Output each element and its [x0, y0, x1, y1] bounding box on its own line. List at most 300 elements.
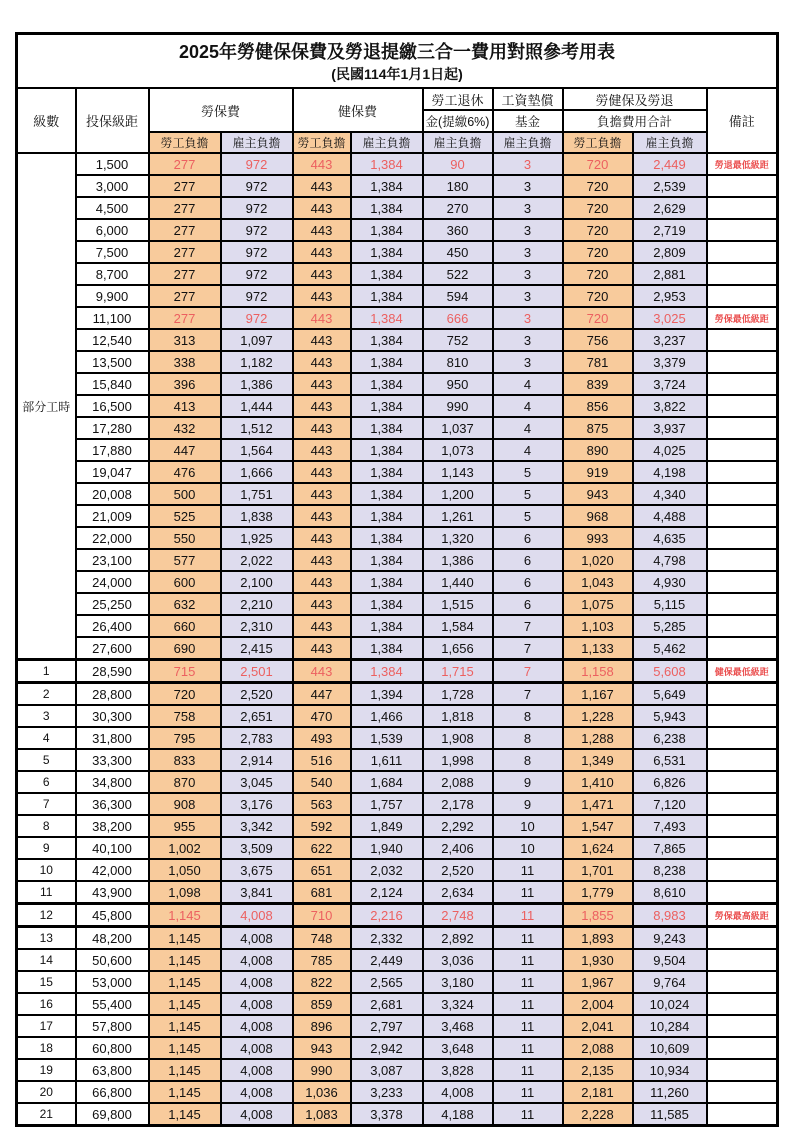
bracket-cell: 17,880 [76, 439, 149, 461]
value-cell: 1,701 [563, 859, 633, 881]
value-cell: 1,200 [423, 483, 493, 505]
table-row [17, 815, 778, 837]
table-row [17, 705, 778, 727]
table-row [17, 571, 778, 593]
remark-cell [707, 1037, 778, 1059]
value-cell: 1,838 [221, 505, 293, 527]
table-row [17, 197, 778, 219]
value-cell: 833 [149, 749, 221, 771]
value-cell: 4 [493, 373, 563, 395]
header-wage-fund-line2: 基金 [493, 110, 563, 132]
value-cell: 1,818 [423, 705, 493, 727]
table-row [17, 727, 778, 749]
value-cell: 3,180 [423, 971, 493, 993]
value-cell: 1,145 [149, 1015, 221, 1037]
value-cell: 1,757 [351, 793, 423, 815]
value-cell: 5,943 [633, 705, 707, 727]
table-row [17, 793, 778, 815]
table-row [17, 637, 778, 660]
value-cell: 3,724 [633, 373, 707, 395]
value-cell: 1,386 [423, 549, 493, 571]
value-cell: 1,073 [423, 439, 493, 461]
remark-cell [707, 881, 778, 904]
level-cell: 1 [17, 660, 76, 683]
value-cell: 5 [493, 483, 563, 505]
remark-cell [707, 285, 778, 307]
value-cell: 3 [493, 241, 563, 263]
value-cell: 6 [493, 527, 563, 549]
value-cell: 1,940 [351, 837, 423, 859]
remark-cell: 勞保最低級距 [707, 307, 778, 329]
value-cell: 3 [493, 285, 563, 307]
value-cell: 2,332 [351, 927, 423, 950]
value-cell: 1,564 [221, 439, 293, 461]
bracket-cell: 9,900 [76, 285, 149, 307]
value-cell: 1,584 [423, 615, 493, 637]
header-fund-employer-burden: 雇主負擔 [493, 132, 563, 153]
remark-cell [707, 329, 778, 351]
bracket-cell: 1,500 [76, 153, 149, 175]
value-cell: 6 [493, 593, 563, 615]
value-cell: 1,384 [351, 285, 423, 307]
remark-cell [707, 683, 778, 706]
value-cell: 8,238 [633, 859, 707, 881]
value-cell: 919 [563, 461, 633, 483]
value-cell: 4,635 [633, 527, 707, 549]
value-cell: 2,041 [563, 1015, 633, 1037]
value-cell: 5,649 [633, 683, 707, 706]
value-cell: 476 [149, 461, 221, 483]
value-cell: 1,083 [293, 1103, 351, 1126]
value-cell: 1,158 [563, 660, 633, 683]
bracket-cell: 57,800 [76, 1015, 149, 1037]
value-cell: 6,238 [633, 727, 707, 749]
value-cell: 10 [493, 815, 563, 837]
value-cell: 748 [293, 927, 351, 950]
value-cell: 1,036 [293, 1081, 351, 1103]
value-cell: 2,135 [563, 1059, 633, 1081]
remark-cell [707, 417, 778, 439]
value-cell: 972 [221, 307, 293, 329]
bracket-cell: 34,800 [76, 771, 149, 793]
value-cell: 447 [149, 439, 221, 461]
value-cell: 810 [423, 351, 493, 373]
value-cell: 1,998 [423, 749, 493, 771]
level-cell: 13 [17, 927, 76, 950]
value-cell: 8 [493, 705, 563, 727]
page-subtitle: (民國114年1月1日起) [331, 65, 463, 82]
remark-cell [707, 1015, 778, 1037]
value-cell: 7 [493, 637, 563, 660]
value-cell: 2,629 [633, 197, 707, 219]
table-title-cell [17, 34, 778, 89]
value-cell: 443 [293, 505, 351, 527]
page-title: 2025年勞健保保費及勞退提繳三合一費用對照參考用表 [179, 42, 616, 63]
table-row [17, 749, 778, 771]
value-cell: 990 [293, 1059, 351, 1081]
value-cell: 5 [493, 461, 563, 483]
bracket-cell: 8,700 [76, 263, 149, 285]
value-cell: 277 [149, 285, 221, 307]
value-cell: 9 [493, 793, 563, 815]
value-cell: 1,145 [149, 1081, 221, 1103]
value-cell: 7 [493, 683, 563, 706]
header-total-employee-burden: 勞工負擔 [563, 132, 633, 153]
bracket-cell: 38,200 [76, 815, 149, 837]
value-cell: 720 [563, 285, 633, 307]
value-cell: 447 [293, 683, 351, 706]
header-li-employee-burden: 勞工負擔 [149, 132, 221, 153]
remark-cell [707, 637, 778, 660]
value-cell: 993 [563, 527, 633, 549]
value-cell: 2,520 [423, 859, 493, 881]
value-cell: 8 [493, 749, 563, 771]
value-cell: 4 [493, 417, 563, 439]
value-cell: 1,182 [221, 351, 293, 373]
value-cell: 632 [149, 593, 221, 615]
level-cell: 7 [17, 793, 76, 815]
header-pension-line1: 勞工退休 [423, 88, 493, 110]
remark-cell [707, 549, 778, 571]
table-row [17, 395, 778, 417]
value-cell: 493 [293, 727, 351, 749]
value-cell: 8 [493, 727, 563, 749]
value-cell: 1,384 [351, 637, 423, 660]
table-row [17, 1059, 778, 1081]
table-row [17, 1081, 778, 1103]
value-cell: 3 [493, 197, 563, 219]
remark-cell [707, 263, 778, 285]
value-cell: 2,228 [563, 1103, 633, 1126]
header-total-line2: 負擔費用合計 [563, 110, 707, 132]
value-cell: 3,233 [351, 1081, 423, 1103]
value-cell: 11 [493, 859, 563, 881]
table-row [17, 483, 778, 505]
value-cell: 9 [493, 771, 563, 793]
header-pension-line2: 金(提繳6%) [423, 110, 493, 132]
bracket-cell: 69,800 [76, 1103, 149, 1126]
remark-cell [707, 483, 778, 505]
value-cell: 1,037 [423, 417, 493, 439]
header-remark: 備註 [707, 88, 778, 153]
value-cell: 277 [149, 197, 221, 219]
value-cell: 1,098 [149, 881, 221, 904]
value-cell: 10,284 [633, 1015, 707, 1037]
value-cell: 839 [563, 373, 633, 395]
value-cell: 720 [563, 219, 633, 241]
value-cell: 443 [293, 593, 351, 615]
value-cell: 11 [493, 971, 563, 993]
value-cell: 9,764 [633, 971, 707, 993]
value-cell: 443 [293, 615, 351, 637]
value-cell: 715 [149, 660, 221, 683]
value-cell: 1,849 [351, 815, 423, 837]
value-cell: 2,719 [633, 219, 707, 241]
value-cell: 4,008 [221, 1081, 293, 1103]
value-cell: 277 [149, 241, 221, 263]
bracket-cell: 31,800 [76, 727, 149, 749]
remark-cell [707, 571, 778, 593]
value-cell: 660 [149, 615, 221, 637]
value-cell: 577 [149, 549, 221, 571]
value-cell: 540 [293, 771, 351, 793]
value-cell: 1,043 [563, 571, 633, 593]
value-cell: 1,384 [351, 660, 423, 683]
value-cell: 720 [563, 197, 633, 219]
value-cell: 3,378 [351, 1103, 423, 1126]
header-total-employer-burden: 雇主負擔 [633, 132, 707, 153]
remark-cell [707, 749, 778, 771]
remark-cell [707, 395, 778, 417]
premium-reference-table [15, 32, 779, 1127]
remark-cell [707, 1081, 778, 1103]
value-cell: 1,394 [351, 683, 423, 706]
level-cell: 10 [17, 859, 76, 881]
bracket-cell: 53,000 [76, 971, 149, 993]
value-cell: 908 [149, 793, 221, 815]
level-group-part-time: 部分工時 [17, 153, 76, 660]
value-cell: 6 [493, 549, 563, 571]
value-cell: 972 [221, 219, 293, 241]
table-row [17, 971, 778, 993]
table-row [17, 461, 778, 483]
level-cell: 8 [17, 815, 76, 837]
value-cell: 4,008 [423, 1081, 493, 1103]
value-cell: 972 [221, 175, 293, 197]
value-cell: 875 [563, 417, 633, 439]
value-cell: 2,310 [221, 615, 293, 637]
remark-cell: 勞退最低級距 [707, 153, 778, 175]
value-cell: 443 [293, 263, 351, 285]
value-cell: 3,937 [633, 417, 707, 439]
value-cell: 277 [149, 219, 221, 241]
value-cell: 1,384 [351, 351, 423, 373]
value-cell: 2,634 [423, 881, 493, 904]
value-cell: 2,181 [563, 1081, 633, 1103]
remark-cell [707, 175, 778, 197]
value-cell: 1,384 [351, 615, 423, 637]
value-cell: 7,493 [633, 815, 707, 837]
remark-cell [707, 859, 778, 881]
value-cell: 1,728 [423, 683, 493, 706]
table-row [17, 1015, 778, 1037]
value-cell: 1,444 [221, 395, 293, 417]
value-cell: 968 [563, 505, 633, 527]
value-cell: 1,145 [149, 1037, 221, 1059]
table-row [17, 241, 778, 263]
value-cell: 270 [423, 197, 493, 219]
value-cell: 3,468 [423, 1015, 493, 1037]
table-row [17, 373, 778, 395]
value-cell: 11 [493, 949, 563, 971]
value-cell: 443 [293, 549, 351, 571]
bracket-cell: 6,000 [76, 219, 149, 241]
value-cell: 470 [293, 705, 351, 727]
value-cell: 443 [293, 351, 351, 373]
value-cell: 550 [149, 527, 221, 549]
bracket-cell: 15,840 [76, 373, 149, 395]
value-cell: 4,008 [221, 927, 293, 950]
value-cell: 1,893 [563, 927, 633, 950]
table-row [17, 593, 778, 615]
value-cell: 5,462 [633, 637, 707, 660]
level-cell: 4 [17, 727, 76, 749]
value-cell: 785 [293, 949, 351, 971]
value-cell: 4,008 [221, 949, 293, 971]
header-hi-employer-burden: 雇主負擔 [351, 132, 423, 153]
value-cell: 1,020 [563, 549, 633, 571]
value-cell: 3 [493, 329, 563, 351]
value-cell: 360 [423, 219, 493, 241]
value-cell: 943 [563, 483, 633, 505]
value-cell: 4,008 [221, 971, 293, 993]
table-row [17, 307, 778, 329]
value-cell: 1,075 [563, 593, 633, 615]
value-cell: 11 [493, 927, 563, 950]
value-cell: 1,133 [563, 637, 633, 660]
value-cell: 1,261 [423, 505, 493, 527]
value-cell: 1,384 [351, 571, 423, 593]
remark-cell [707, 705, 778, 727]
table-row [17, 219, 778, 241]
bracket-cell: 20,008 [76, 483, 149, 505]
value-cell: 3,025 [633, 307, 707, 329]
table-row [17, 549, 778, 571]
value-cell: 972 [221, 241, 293, 263]
value-cell: 3,045 [221, 771, 293, 793]
remark-cell [707, 949, 778, 971]
value-cell: 3,841 [221, 881, 293, 904]
value-cell: 2,032 [351, 859, 423, 881]
value-cell: 1,471 [563, 793, 633, 815]
value-cell: 1,384 [351, 483, 423, 505]
bracket-cell: 7,500 [76, 241, 149, 263]
value-cell: 3,822 [633, 395, 707, 417]
value-cell: 1,320 [423, 527, 493, 549]
remark-cell [707, 815, 778, 837]
value-cell: 758 [149, 705, 221, 727]
bracket-cell: 66,800 [76, 1081, 149, 1103]
value-cell: 11 [493, 904, 563, 927]
value-cell: 443 [293, 461, 351, 483]
remark-cell [707, 771, 778, 793]
bracket-cell: 40,100 [76, 837, 149, 859]
value-cell: 720 [563, 307, 633, 329]
remark-cell [707, 1103, 778, 1126]
value-cell: 6 [493, 571, 563, 593]
table-row [17, 263, 778, 285]
value-cell: 2,210 [221, 593, 293, 615]
table-row [17, 1103, 778, 1126]
level-cell: 21 [17, 1103, 76, 1126]
value-cell: 2,406 [423, 837, 493, 859]
value-cell: 2,565 [351, 971, 423, 993]
value-cell: 4,340 [633, 483, 707, 505]
value-cell: 955 [149, 815, 221, 837]
header-hi-employee-burden: 勞工負擔 [293, 132, 351, 153]
table-row [17, 527, 778, 549]
header-total-line1: 勞健保及勞退 [563, 88, 707, 110]
value-cell: 1,684 [351, 771, 423, 793]
value-cell: 1,925 [221, 527, 293, 549]
value-cell: 10 [493, 837, 563, 859]
level-cell: 17 [17, 1015, 76, 1037]
value-cell: 3,379 [633, 351, 707, 373]
bracket-cell: 63,800 [76, 1059, 149, 1081]
table-row [17, 285, 778, 307]
value-cell: 859 [293, 993, 351, 1015]
value-cell: 11,585 [633, 1103, 707, 1126]
table-row [17, 153, 778, 175]
value-cell: 1,384 [351, 373, 423, 395]
value-cell: 4,798 [633, 549, 707, 571]
bracket-cell: 22,000 [76, 527, 149, 549]
level-cell: 2 [17, 683, 76, 706]
value-cell: 1,002 [149, 837, 221, 859]
value-cell: 443 [293, 395, 351, 417]
value-cell: 1,145 [149, 927, 221, 950]
value-cell: 720 [563, 241, 633, 263]
value-cell: 4,008 [221, 1059, 293, 1081]
value-cell: 443 [293, 197, 351, 219]
value-cell: 277 [149, 307, 221, 329]
value-cell: 443 [293, 307, 351, 329]
table-row [17, 859, 778, 881]
value-cell: 2,681 [351, 993, 423, 1015]
remark-cell [707, 793, 778, 815]
value-cell: 443 [293, 285, 351, 307]
value-cell: 432 [149, 417, 221, 439]
value-cell: 10,609 [633, 1037, 707, 1059]
value-cell: 1,145 [149, 971, 221, 993]
value-cell: 1,384 [351, 219, 423, 241]
value-cell: 2,415 [221, 637, 293, 660]
remark-cell [707, 241, 778, 263]
value-cell: 443 [293, 637, 351, 660]
header-level: 級數 [17, 88, 76, 153]
value-cell: 1,624 [563, 837, 633, 859]
value-cell: 3,176 [221, 793, 293, 815]
value-cell: 1,097 [221, 329, 293, 351]
value-cell: 443 [293, 329, 351, 351]
table-row [17, 993, 778, 1015]
value-cell: 2,216 [351, 904, 423, 927]
value-cell: 1,547 [563, 815, 633, 837]
value-cell: 5 [493, 505, 563, 527]
value-cell: 443 [293, 483, 351, 505]
value-cell: 7 [493, 660, 563, 683]
remark-cell [707, 461, 778, 483]
value-cell: 1,349 [563, 749, 633, 771]
value-cell: 950 [423, 373, 493, 395]
value-cell: 2,783 [221, 727, 293, 749]
value-cell: 11 [493, 1059, 563, 1081]
value-cell: 1,539 [351, 727, 423, 749]
remark-cell [707, 1059, 778, 1081]
value-cell: 443 [293, 373, 351, 395]
value-cell: 2,953 [633, 285, 707, 307]
level-cell: 5 [17, 749, 76, 771]
value-cell: 1,466 [351, 705, 423, 727]
value-cell: 1,751 [221, 483, 293, 505]
bracket-cell: 25,250 [76, 593, 149, 615]
value-cell: 5,608 [633, 660, 707, 683]
value-cell: 2,088 [563, 1037, 633, 1059]
value-cell: 1,384 [351, 505, 423, 527]
value-cell: 1,666 [221, 461, 293, 483]
value-cell: 277 [149, 263, 221, 285]
value-cell: 443 [293, 439, 351, 461]
